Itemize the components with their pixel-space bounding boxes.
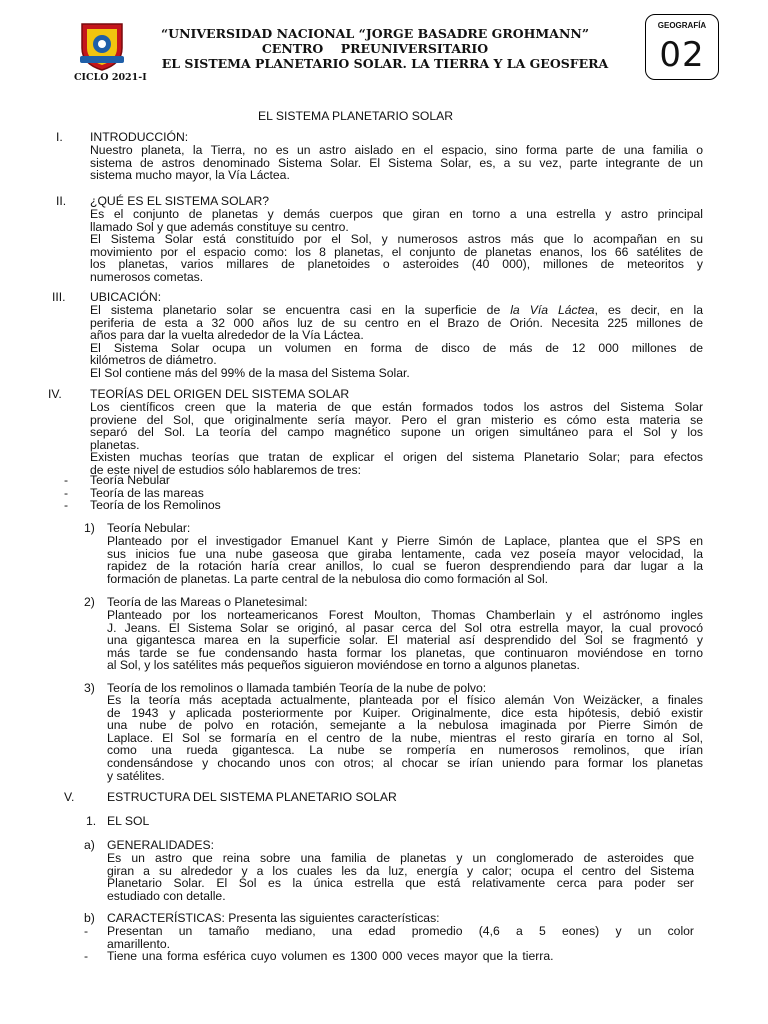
item-heading: CARACTERÍSTICAS: Presenta las siguientes características: bbox=[107, 911, 440, 925]
item-letter: b) bbox=[84, 911, 95, 925]
text-line bbox=[90, 304, 703, 317]
text-line: años para dar la vuelta alrededor de la Vía Láctea. bbox=[90, 328, 364, 343]
text-line: periferia de esta a 32 000 años luz de su centro en el Brazo de Orión. Necesita 225 millones de bbox=[90, 315, 703, 330]
theory-heading: Teoría Nebular: bbox=[107, 521, 191, 535]
section-heading: TEORÍAS DEL ORIGEN DEL SISTEMA SOLAR bbox=[90, 387, 350, 401]
subsection-heading: EL SOL bbox=[107, 814, 150, 828]
text-line: Es un astro que reina sobre una familia de planetas y un conglomerado de asteroides que bbox=[107, 851, 694, 865]
list-item bbox=[64, 474, 170, 487]
item-heading: GENERALIDADES: bbox=[107, 838, 215, 852]
list-item bbox=[64, 499, 221, 512]
subsection-number: 1. bbox=[86, 814, 97, 828]
text-line: más tarde se fue condensando hasta formar los planetas, que continuaron moviéndose en torno bbox=[107, 645, 703, 660]
text-line: Existen muchas teorías que tratan de explicar el origen del sistema Planetario Solar; para efectos bbox=[90, 450, 703, 465]
section-paragraph bbox=[90, 144, 703, 182]
header-topic: EL SISTEMA PLANETARIO SOLAR. LA TIERRA Y LA GEOSFERA bbox=[161, 56, 609, 71]
text-line: una gigantesca marea en la superficie solar. El material así desprendido del Sol se fragmentó y bbox=[107, 633, 703, 648]
text-line: al Sol, y los satélites más pequeños siguieron moviéndose en torno a algunos planetas. bbox=[107, 658, 580, 673]
guide-number: 02 bbox=[659, 35, 705, 75]
text-line: separó del Sol. La teoría del campo magnético supone un origen simultáneo para el Sol y los bbox=[90, 425, 703, 440]
university-logo bbox=[78, 20, 126, 72]
header-university: “UNIVERSIDAD NACIONAL “JORGE BASADRE GROHMANN” bbox=[160, 26, 590, 41]
text-line: Es el conjunto de planetas y demás cuerpos que giran en torno a una estrella y astro principal bbox=[90, 207, 703, 221]
dash-bullet: - bbox=[64, 486, 69, 500]
text-line: numerosos cometas. bbox=[90, 269, 204, 284]
text-line: giran a su alrededor y a los cuales les da luz, energía y calor; ocupa el centro del Sistema bbox=[107, 863, 694, 878]
section-heading: INTRODUCCIÓN: bbox=[90, 130, 189, 144]
subject-box bbox=[645, 14, 719, 80]
text-line: movimiento por el espacio como: los 8 planetas, el conjunto de planetas enanos, los 66 satélites de bbox=[90, 244, 703, 259]
theory-number: 2) bbox=[84, 595, 95, 609]
text-line: Laplace. El Sol se formaría en el centro de la nube, mientras el resto giraría en torno al Sol, bbox=[107, 730, 703, 745]
section-heading: ¿QUÉ ES EL SISTEMA SOLAR? bbox=[90, 194, 270, 208]
italic-term: la Vía Láctea bbox=[510, 303, 595, 317]
text-line: Planteado por el investigador Emanuel Kant y Pierre Simón de Laplace, plantea que el SPS en bbox=[107, 534, 703, 548]
text-line: una nube de polvo en rotación, semejante a la nebulosa imaginada por Pierre Simón de bbox=[107, 718, 703, 733]
text-line: formación de planetas. La parte central de la nebulosa dio como formación al Sol. bbox=[107, 571, 549, 586]
document-title: EL SISTEMA PLANETARIO SOLAR bbox=[258, 109, 454, 123]
item-paragraph bbox=[107, 852, 694, 902]
text-line: de 1943 y aplicada posteriormente por Kuiper. Originalmente, dice esta hipótesis, debió existir bbox=[107, 705, 703, 720]
text-line: llamado Sol y que además constituye su centro. bbox=[90, 219, 349, 234]
text-line: Planteado por los norteamericanos Forest Moulton, Thomas Chamberlain y el astrónomo ingles bbox=[107, 608, 703, 622]
text-line: kilómetros de diámetro. bbox=[90, 353, 217, 368]
header-center: CENTRO PREUNIVERSITARIO bbox=[261, 41, 489, 56]
text-line: planetas. bbox=[90, 437, 140, 452]
section-number: I. bbox=[56, 130, 63, 144]
text-line: sistema mucho mayor, la Vía Láctea. bbox=[90, 168, 290, 183]
text-line: J. Jeans. El Sistema Solar se originó, al pasar cerca del Sol otra estrella mayor, la cual provocó bbox=[107, 620, 703, 635]
theory-paragraph bbox=[107, 694, 703, 782]
text-line: rapidez de la rotación haría crear anillos, lo cual se fueron desprendiendo para dar lugar a la bbox=[107, 559, 703, 574]
text-line: amarillento. bbox=[107, 936, 170, 951]
text-line: El Sol contiene más del 99% de la masa del Sistema Solar. bbox=[90, 365, 410, 380]
text-line: Nuestro planeta, la Tierra, no es un astro aislado en el espacio, sino forma parte de una familia o bbox=[90, 143, 703, 157]
text-line: Tiene una forma esférica cuyo volumen es 1300 000 veces mayor que la tierra. bbox=[107, 949, 554, 963]
dash-bullet: - bbox=[64, 498, 69, 512]
text-fragment: El sistema planetario solar se encuentra casi en la superficie de bbox=[90, 303, 511, 317]
theory-heading: Teoría de las Mareas o Planetesimal: bbox=[107, 595, 308, 609]
dash-bullet: - bbox=[84, 949, 89, 963]
section-number: V. bbox=[64, 790, 75, 804]
text-line: y satélites. bbox=[107, 768, 165, 783]
section-number: III. bbox=[52, 290, 66, 304]
text-line: Es la teoría más aceptada actualmente, planteada por el físico alemán Von Weizäcker, a finales bbox=[107, 693, 703, 707]
list-item-text: Teoría de los Remolinos bbox=[90, 498, 221, 512]
section-heading: ESTRUCTURA DEL SISTEMA PLANETARIO SOLAR bbox=[107, 790, 397, 804]
list-item-text: Teoría Nebular bbox=[90, 473, 170, 487]
section-paragraph bbox=[90, 208, 703, 284]
text-line: los planetas, varios millares de planetoides o asteroides (40 000), millones de meteoritos y bbox=[90, 257, 703, 272]
section-heading: UBICACIÓN: bbox=[90, 290, 162, 304]
theory-paragraph bbox=[107, 535, 703, 585]
list-item bbox=[84, 950, 694, 963]
section-paragraph bbox=[90, 401, 703, 477]
text-line: estudiado con detalle. bbox=[107, 888, 226, 903]
subject-label: GEOGRAFÍA bbox=[657, 21, 707, 30]
text-line: como una rueda gigantesca. La nube se rompería en numerosos remolinos, que irían bbox=[107, 743, 703, 758]
text-line: Presentan un tamaño mediano, una edad promedio (4,6 a 5 eones) y un color bbox=[107, 924, 694, 938]
theory-number: 1) bbox=[84, 521, 95, 535]
text-line: sus inicios fue una nube gaseosa que giraba lentamente, cada vez poseía mayor velocidad, la bbox=[107, 546, 703, 561]
text-line: condensándose y chocando unos con otros; al chocar se irían uniendo para formar los planetas bbox=[107, 755, 703, 770]
section-number: II. bbox=[56, 194, 67, 208]
text-line: sistema de astros denominado Sistema Solar. El Sistema Solar, es, a su vez, parte integrante de un bbox=[90, 155, 703, 170]
text-line: Planetario Solar. El Sol es la única estrella que está relativamente cerca para poder ser bbox=[107, 876, 694, 891]
theory-number: 3) bbox=[84, 681, 95, 695]
theory-paragraph bbox=[107, 609, 703, 672]
theory-heading: Teoría de los remolinos o llamada también Teoría de la nube de polvo: bbox=[107, 681, 487, 695]
dash-bullet: - bbox=[64, 473, 69, 487]
section-paragraph bbox=[90, 304, 703, 380]
text-line: proviene del Sol, que originalmente sería mayor. Pero el gran misterio es cómo esta materia se bbox=[90, 412, 703, 427]
list-item bbox=[84, 925, 694, 950]
text-fragment: , es decir, en la bbox=[594, 303, 703, 317]
dash-bullet: - bbox=[84, 924, 89, 938]
item-letter: a) bbox=[84, 838, 95, 852]
text-line: El Sistema Solar ocupa un volumen en forma de disco de más de 12 000 millones de bbox=[90, 340, 703, 355]
list-item-text: Teoría de las mareas bbox=[90, 486, 204, 500]
text-line: Los científicos creen que la materia de que están formados todos los astros del Sistema Solar bbox=[90, 400, 703, 414]
text-line: de este nivel de estudios sólo hablaremos de tres: bbox=[90, 462, 361, 477]
header-cycle: CICLO 2021-I bbox=[74, 72, 147, 83]
text-line: El Sistema Solar está constituido por el Sol, y numerosos astros más que lo acompañan en su bbox=[90, 232, 703, 247]
section-number: IV. bbox=[48, 387, 62, 401]
